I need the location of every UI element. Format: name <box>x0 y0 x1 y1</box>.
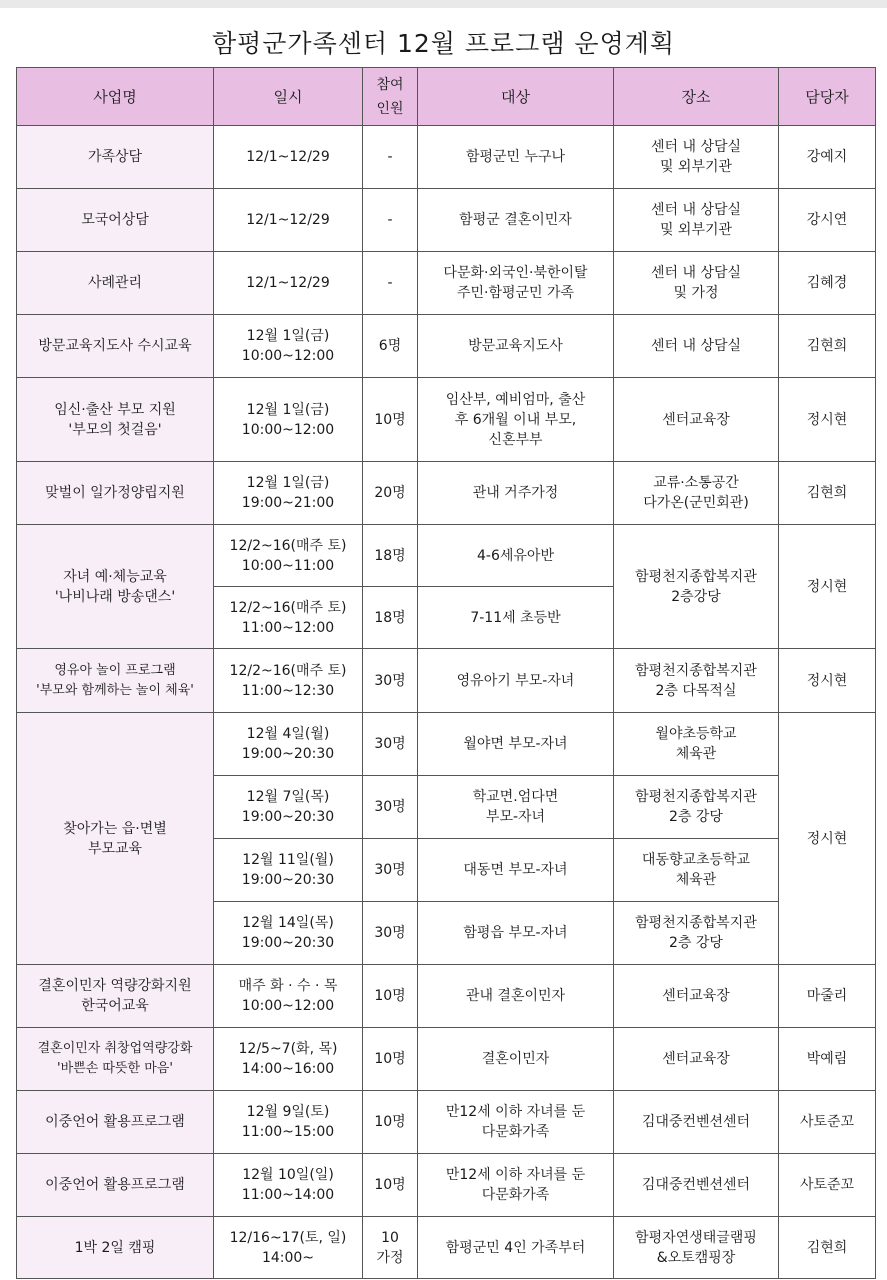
program-manager: 김현희 <box>779 315 876 378</box>
program-place: 함평자연생태글램핑 &오토캠핑장 <box>614 1217 779 1279</box>
program-count: 10명 <box>363 965 418 1028</box>
program-count: - <box>363 126 418 189</box>
program-place: 함평천지종합복지관 2층 다목적실 <box>614 649 779 713</box>
table-row <box>17 252 876 315</box>
program-place: 김대중컨벤션센터 <box>614 1091 779 1154</box>
program-target: 함평군민 4인 가족부터 <box>418 1217 614 1279</box>
program-manager: 사토준꼬 <box>779 1154 876 1217</box>
program-manager: 마줄리 <box>779 965 876 1028</box>
program-target: 함평군민 누구나 <box>418 126 614 189</box>
header-target: 대상 <box>418 68 614 126</box>
program-name: 방문교육지도사 수시교육 <box>17 315 214 378</box>
program-date: 12월 1일(금) 19:00~21:00 <box>214 462 363 525</box>
table-row <box>17 649 876 713</box>
program-manager: 정시현 <box>779 378 876 462</box>
program-name: 이중언어 활용프로그램 <box>17 1091 214 1154</box>
program-name: 영유아 놀이 프로그램 '부모와 함께하는 놀이 체육' <box>17 649 214 713</box>
table-row <box>17 1217 876 1279</box>
program-target: 4-6세유아반 <box>418 525 614 587</box>
program-place: 센터 내 상담실 <box>614 315 779 378</box>
header-row <box>17 68 876 126</box>
program-place: 교류·소통공간 다가온(군민회관) <box>614 462 779 525</box>
program-count: 10명 <box>363 1028 418 1091</box>
table-row <box>17 965 876 1028</box>
program-count: 30명 <box>363 776 418 839</box>
program-place: 센터교육장 <box>614 378 779 462</box>
program-target: 관내 결혼이민자 <box>418 965 614 1028</box>
program-name: 1박 2일 캠핑 <box>17 1217 214 1279</box>
program-place: 함평천지종합복지관 2층 강당 <box>614 776 779 839</box>
program-date: 12월 7일(목) 19:00~20:30 <box>214 776 363 839</box>
table-row <box>17 1091 876 1154</box>
program-count: 30명 <box>363 839 418 902</box>
program-date: 12월 14일(목) 19:00~20:30 <box>214 902 363 965</box>
table-row <box>17 378 876 462</box>
program-manager: 김혜경 <box>779 252 876 315</box>
program-count: 30명 <box>363 649 418 713</box>
program-place: 대동향교초등학교 체육관 <box>614 839 779 902</box>
program-count: - <box>363 252 418 315</box>
table-row <box>17 462 876 525</box>
program-name: 사례관리 <box>17 252 214 315</box>
program-count: 6명 <box>363 315 418 378</box>
program-count: 18명 <box>363 525 418 587</box>
program-date: 12/1~12/29 <box>214 252 363 315</box>
program-manager: 정시현 <box>779 649 876 713</box>
program-target: 함평읍 부모-자녀 <box>418 902 614 965</box>
program-date: 12/5~7(화, 목) 14:00~16:00 <box>214 1028 363 1091</box>
program-place: 함평천지종합복지관 2층 강당 <box>614 902 779 965</box>
program-place: 함평천지종합복지관 2층강당 <box>614 525 779 649</box>
program-target: 월야면 부모-자녀 <box>418 713 614 776</box>
program-count: 18명 <box>363 587 418 649</box>
program-date: 12/1~12/29 <box>214 189 363 252</box>
program-manager: 사토준꼬 <box>779 1091 876 1154</box>
program-count: 30명 <box>363 902 418 965</box>
program-date: 12/1~12/29 <box>214 126 363 189</box>
program-date: 12/2~16(매주 토) 11:00~12:00 <box>214 587 363 649</box>
table-row <box>17 189 876 252</box>
program-date: 12/2~16(매주 토) 11:00~12:30 <box>214 649 363 713</box>
program-name: 결혼이민자 취창업역량강화 '바쁜손 따뜻한 마음' <box>17 1028 214 1091</box>
program-name: 가족상담 <box>17 126 214 189</box>
program-name: 결혼이민자 역량강화지원 한국어교육 <box>17 965 214 1028</box>
program-target: 함평군 결혼이민자 <box>418 189 614 252</box>
program-date: 12월 9일(토) 11:00~15:00 <box>214 1091 363 1154</box>
program-target: 방문교육지도사 <box>418 315 614 378</box>
program-place: 월야초등학교 체육관 <box>614 713 779 776</box>
program-date: 12월 1일(금) 10:00~12:00 <box>214 378 363 462</box>
program-manager: 정시현 <box>779 525 876 649</box>
program-place: 김대중컨벤션센터 <box>614 1154 779 1217</box>
program-count: - <box>363 189 418 252</box>
program-name: 모국어상담 <box>17 189 214 252</box>
program-place: 센터교육장 <box>614 965 779 1028</box>
program-target: 결혼이민자 <box>418 1028 614 1091</box>
program-manager: 강예지 <box>779 126 876 189</box>
header-manager: 담당자 <box>779 68 876 126</box>
header-place: 장소 <box>614 68 779 126</box>
program-name: 맞벌이 일가정양립지원 <box>17 462 214 525</box>
table-row <box>17 315 876 378</box>
program-date: 12월 4일(월) 19:00~20:30 <box>214 713 363 776</box>
program-count: 20명 <box>363 462 418 525</box>
program-target: 관내 거주가정 <box>418 462 614 525</box>
header-count: 참여 인원 <box>363 68 418 126</box>
program-manager: 정시현 <box>779 713 876 965</box>
program-count: 10명 <box>363 378 418 462</box>
program-target: 학교면.엄다면 부모-자녀 <box>418 776 614 839</box>
table-row <box>17 525 876 587</box>
program-place: 센터교육장 <box>614 1028 779 1091</box>
program-target: 다문화·외국인·북한이탈 주민·함평군민 가족 <box>418 252 614 315</box>
program-target: 대동면 부모-자녀 <box>418 839 614 902</box>
table-row <box>17 713 876 776</box>
program-manager: 박예림 <box>779 1028 876 1091</box>
header-program: 사업명 <box>17 68 214 126</box>
program-date: 매주 화 · 수 · 목 10:00~12:00 <box>214 965 363 1028</box>
program-count: 10명 <box>363 1154 418 1217</box>
program-name: 임신·출산 부모 지원 '부모의 첫걸음' <box>17 378 214 462</box>
program-place: 센터 내 상담실 및 외부기관 <box>614 189 779 252</box>
table-row <box>17 126 876 189</box>
program-target: 7-11세 초등반 <box>418 587 614 649</box>
table-row <box>17 1028 876 1091</box>
program-date: 12/2~16(매주 토) 10:00~11:00 <box>214 525 363 587</box>
top-bar <box>0 0 887 8</box>
header-date: 일시 <box>214 68 363 126</box>
program-date: 12월 1일(금) 10:00~12:00 <box>214 315 363 378</box>
program-count: 10 가정 <box>363 1217 418 1279</box>
program-date: 12월 11일(월) 19:00~20:30 <box>214 839 363 902</box>
program-date: 12월 10일(일) 11:00~14:00 <box>214 1154 363 1217</box>
program-manager: 김현희 <box>779 462 876 525</box>
program-target: 만12세 이하 자녀를 둔 다문화가족 <box>418 1154 614 1217</box>
program-count: 30명 <box>363 713 418 776</box>
program-count: 10명 <box>363 1091 418 1154</box>
program-name: 찾아가는 읍·면별 부모교육 <box>17 713 214 965</box>
page-title: 함평군가족센터 12월 프로그램 운영계획 <box>211 29 676 58</box>
program-target: 만12세 이하 자녀를 둔 다문화가족 <box>418 1091 614 1154</box>
program-target: 임산부, 예비엄마, 출산 후 6개월 이내 부모, 신혼부부 <box>418 378 614 462</box>
program-name: 자녀 예·체능교육 '나비나래 방송댄스' <box>17 525 214 649</box>
program-place: 센터 내 상담실 및 외부기관 <box>614 126 779 189</box>
program-date: 12/16~17(토, 일) 14:00~ <box>214 1217 363 1279</box>
program-manager: 김현희 <box>779 1217 876 1279</box>
program-table <box>16 67 876 1279</box>
table-row <box>17 1154 876 1217</box>
program-name: 이중언어 활용프로그램 <box>17 1154 214 1217</box>
program-place: 센터 내 상담실 및 가정 <box>614 252 779 315</box>
program-target: 영유아기 부모-자녀 <box>418 649 614 713</box>
program-manager: 강시연 <box>779 189 876 252</box>
